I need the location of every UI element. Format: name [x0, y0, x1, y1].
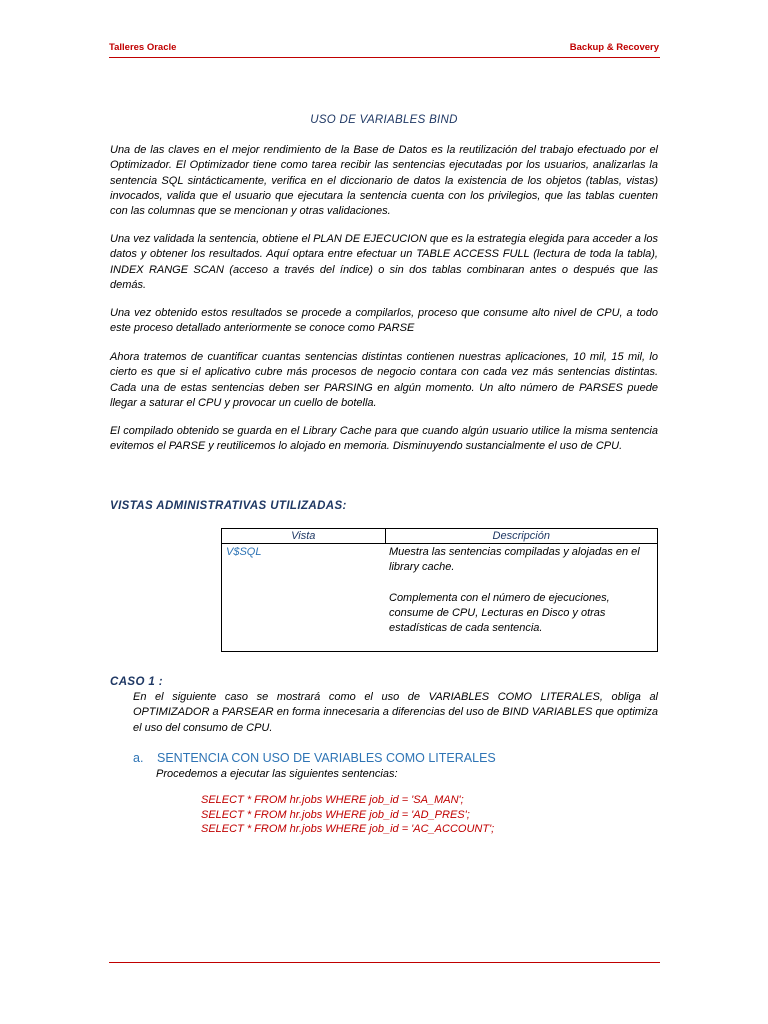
paragraph-2: Una vez validada la sentencia, obtiene el PLAN DE EJECUCION que es la estrategia elegida para acceder a los datos y obtener los resultados. Aquí optara entre efectuar un TABLE ACCESS FULL (lectura de toda la tabla), INDEX RANGE SCAN (acceso a través del índice) o sin dos tablas combinaran antes o después que las demás.	[110, 233, 658, 291]
subsection-a-text: Procedemos a ejecutar las siguientes sentencias:	[156, 768, 398, 780]
sql-line-3: SELECT * FROM hr.jobs WHERE job_id = 'AC_ACCOUNT';	[201, 823, 495, 835]
sql-block	[201, 793, 494, 837]
paragraph-1: Una de las claves en el mejor rendimiento de la Base de Datos es la reutilización del trabajo efectuado por el Optimizador. El Optimizador tiene como tarea recibir las sentencias ejecutadas por los usuarios, analizarlas la sentencia SQL sintácticamente, verifica en el diccionario de datos la existencia de los objetos (tablas, vistas) invocados, valida que el usuario que ejecutara la sentencia cuenta con los privilegios, que las tablas cuenten con las columnas que se mencionan y otras validaciones.	[110, 144, 658, 218]
view-name-cell: V$SQL	[222, 544, 386, 652]
page-title: USO DE VARIABLES BIND	[310, 114, 458, 126]
views-section-title: VISTAS ADMINISTRATIVAS UTILIZADAS:	[110, 500, 347, 512]
sql-line-2: SELECT * FROM hr.jobs WHERE job_id = 'AD_PRES';	[201, 808, 470, 821]
paragraph-5: El compilado obtenido se guarda en el Library Cache para que cuando algún usuario utilice la misma sentencia evitemos el PARSE y reutilicemos lo alojado en memoria. Disminuyendo sustancialmente el uso de CPU.	[110, 425, 658, 453]
view-description-2: Complementa con el número de ejecuciones, consume de CPU, Lecturas en Disco y otras estadísticas de cada sentencia.	[389, 591, 610, 635]
sql-line-1: SELECT * FROM hr.jobs WHERE job_id = 'SA_MAN';	[201, 794, 464, 806]
view-description-1: Muestra las sentencias compiladas y alojadas en el library cache.	[389, 546, 640, 574]
subsection-a-title: SENTENCIA CON USO DE VARIABLES COMO LITERALES	[157, 751, 496, 765]
views-table	[221, 528, 658, 652]
header-rule	[109, 57, 660, 58]
views-header-descripcion: Descripción	[385, 529, 658, 544]
table-row	[222, 544, 658, 652]
paragraph-3: Una vez obtenido estos resultados se procede a compilarlos, proceso que consume alto nivel de CPU, a todo este proceso detallado anteriormente se conoce como PARSE	[110, 307, 658, 335]
views-table-header-row	[222, 529, 658, 544]
footer-rule	[109, 962, 660, 963]
header-left-text: Talleres Oracle	[109, 42, 177, 53]
subsection-a-heading	[133, 751, 496, 765]
caso-1-text: En el siguiente caso se mostrará como el uso de VARIABLES COMO LITERALES, obliga al OPTIMIZADOR a PARSEAR en forma innecesaria a diferencias del uso de BIND VARIABLES que optimiza el uso del consumo de CPU.	[133, 691, 658, 734]
views-header-vista: Vista	[222, 529, 386, 544]
caso-1-title: CASO 1 :	[110, 676, 164, 688]
paragraph-4: Ahora tratemos de cuantificar cuantas sentencias distintas contienen nuestras aplicaciones, 10 mil, 15 mil, lo cierto es que si el aplicativo cubre más procesos de negocio contara con cada vez más sentencias distintas. Cada una de estas sentencias deben ser PARSING en algún momento. Un alto número de PARSES puede llegar a saturar el CPU y provocar un cuello de botella.	[110, 351, 658, 409]
header-right-text: Backup & Recovery	[569, 42, 659, 53]
page-header	[109, 42, 659, 56]
view-description-cell	[385, 544, 658, 652]
subsection-a-marker: a.	[133, 751, 144, 765]
